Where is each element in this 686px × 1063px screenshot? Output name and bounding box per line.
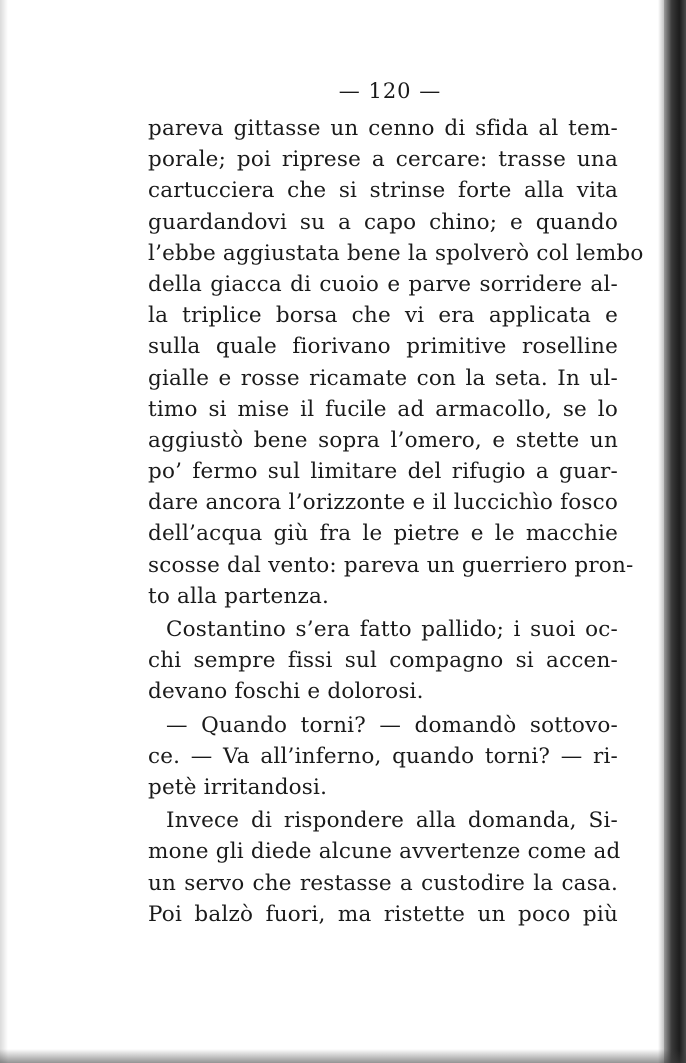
text-line: ce. — Va all’inferno, quando torni? — ri-: [148, 743, 618, 769]
text-line: to alla partenza.: [148, 583, 330, 609]
text-line: porale; poi riprese a cercare: trasse una: [148, 147, 618, 173]
text-line: l’ebbe aggiustata bene la spolverò col lembo: [148, 240, 644, 266]
text-line: scosse dal vento: pareva un guerriero pron-: [148, 552, 634, 578]
text-line: po’ fermo sul limitare del rifugio a guar-: [148, 459, 618, 485]
text-line: guardandovi su a capo chino; e quando: [148, 209, 618, 235]
book-binding: [664, 0, 686, 1063]
text-line: Poi balzò fuori, ma ristette un poco più: [148, 901, 618, 927]
body-text: [148, 113, 644, 930]
text-line: sulla quale fiorivano primitive roselline: [148, 334, 618, 360]
page-number: — 120 —: [338, 79, 442, 103]
text-line: — Quando torni? — domandò sottovo-: [166, 712, 618, 738]
text-line: timo si mise il fucile ad armacollo, se lo: [148, 396, 618, 422]
text-line: aggiustò bene sopra l’omero, e stette un: [148, 427, 618, 453]
text-line: dell’acqua giù fra le pietre e le macchie: [148, 521, 618, 547]
text-line: un servo che restasse a custodire la casa.: [148, 870, 618, 896]
text-line: della giacca di cuoio e parve sorridere al-: [148, 271, 618, 297]
text-line: pareva gittasse un cenno di sfida al tem-: [148, 116, 618, 141]
text-line: petè irritandosi.: [148, 774, 328, 800]
text-line: Invece di rispondere alla domanda, Si-: [166, 808, 618, 834]
text-line: gialle e rosse ricamate con la seta. In ul-: [148, 365, 618, 391]
page-left-shadow: [0, 0, 8, 1063]
text-line: chi sempre fissi sul compagno si accen-: [148, 648, 618, 674]
text-line: dare ancora l’orizzonte e il luccichìo fosco: [148, 490, 618, 516]
text-line: la triplice borsa che vi era applicata e: [148, 303, 618, 329]
page-bottom-shadow: [0, 1049, 686, 1063]
text-line: Costantino s’era fatto pallido; i suoi oc-: [166, 617, 618, 642]
text-line: cartucciera che si strinse forte alla vita: [148, 178, 618, 204]
text-line: mone gli diede alcune avvertenze come ad: [148, 839, 621, 865]
text-line: devano foschi e dolorosi.: [148, 679, 424, 705]
